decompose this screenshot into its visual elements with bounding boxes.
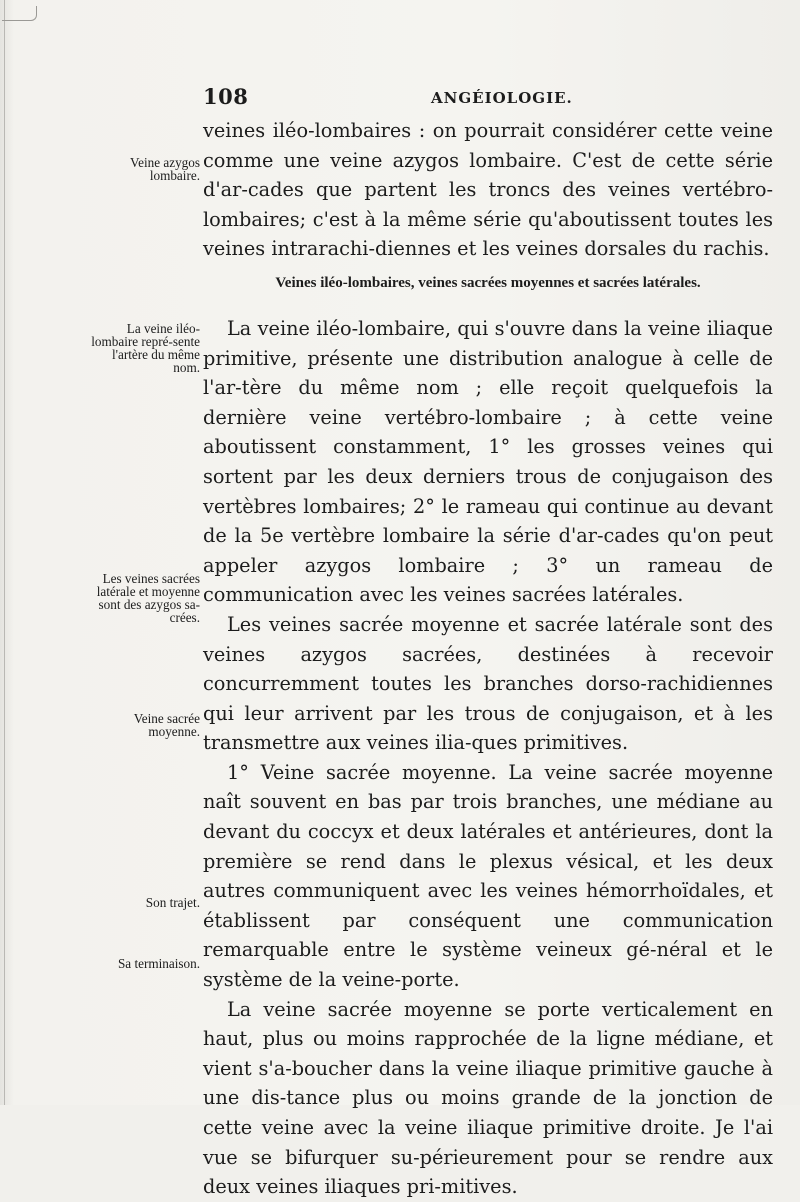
margin-note-ileo-lombaire: La veine iléo-lombaire repré-sente l'artère du même nom. [91,321,200,375]
paragraph-trajet: La veine sacrée moyenne se porte verticalement en haut, plus ou moins rapprochée de la ligne médiane, et vient s'a-boucher dans la veine iliaque primitive gauche à une dis-tance plus ou moins grande de la jonction de cette veine avec la veine iliaque primitive droite. Je l'ai vue se bifurquer su-périeurement pour se rendre aux deux veines iliaques pri-mitives. [203,997,773,1199]
margin-note-azygos-lombaire: Veine azygos lombaire. [130,155,200,183]
margin-note-sa-terminaison: Sa terminaison. [117,956,200,971]
margin-note-sacrees: Les veines sacrées latérale et moyenne sont des azygos sa-crées. [96,571,200,625]
paragraph-continuation: veines iléo-lombaires : on pourrait considérer cette veine comme une veine azygos lombaire. C'est de cette série d'ar-cades que partent les troncs des veines vertébro-lombaires; c'est à la même série qu'aboutissent toutes les veines intrarachi-diennes et les veines dorsales du rachis. [203,119,773,261]
section-heading: Veines iléo-lombaires, veines sacrées moyennes et sacrées latérales. [275,274,701,291]
running-head: ANGÉIOLOGIE. [431,89,573,107]
body-text [203,116,773,1202]
margin-note-son-trajet: Son trajet. [145,895,200,910]
page-number: 108 [203,84,249,109]
page-header [203,84,758,114]
paragraph-sacree-moyenne: 1° Veine sacrée moyenne. La veine sacrée moyenne naît souvent en bas par trois branches, une médiane au devant du coccyx et deux latérales et antérieures, dont la première se rend dans le plexus vésical, et les deux autres communiquent avec les veines hémorrhoïdales, et établissent par conséquent une communication remarquable entre le système veineux gé-néral et le système de la veine-porte. [203,760,773,992]
corner-fold-mark [2,6,37,21]
page-edge-line [4,0,5,1105]
margin-note-sacree-moyenne: Veine sacrée moyenne. [133,711,200,739]
paragraph-ileo-lombaire: La veine iléo-lombaire, qui s'ouvre dans la veine iliaque primitive, présente une distribution analogue à celle de l'ar-tère du même nom ; elle reçoit quelquefois la dernière veine vertébro-lombaire ; à cette veine aboutissent constamment, 1° les grosses veines qui sortent par les deux derniers trous de conjugaison des vertèbres lombaires; 2° le rameau qui continue au devant de la 5e vertèbre lombaire la série d'ar-cades qu'on peut appeler azygos lombaire ; 3° un rameau de communication avec les veines sacrées latérales. [203,316,773,607]
paragraph-veines-sacrees: Les veines sacrée moyenne et sacrée latérale sont des veines azygos sacrées, destinées à recevoir concurremment toutes les branches dorso-rachidiennes qui leur arrivent par les trous de conjugaison, et à les transmettre aux veines ilia-ques primitives. [203,612,773,755]
